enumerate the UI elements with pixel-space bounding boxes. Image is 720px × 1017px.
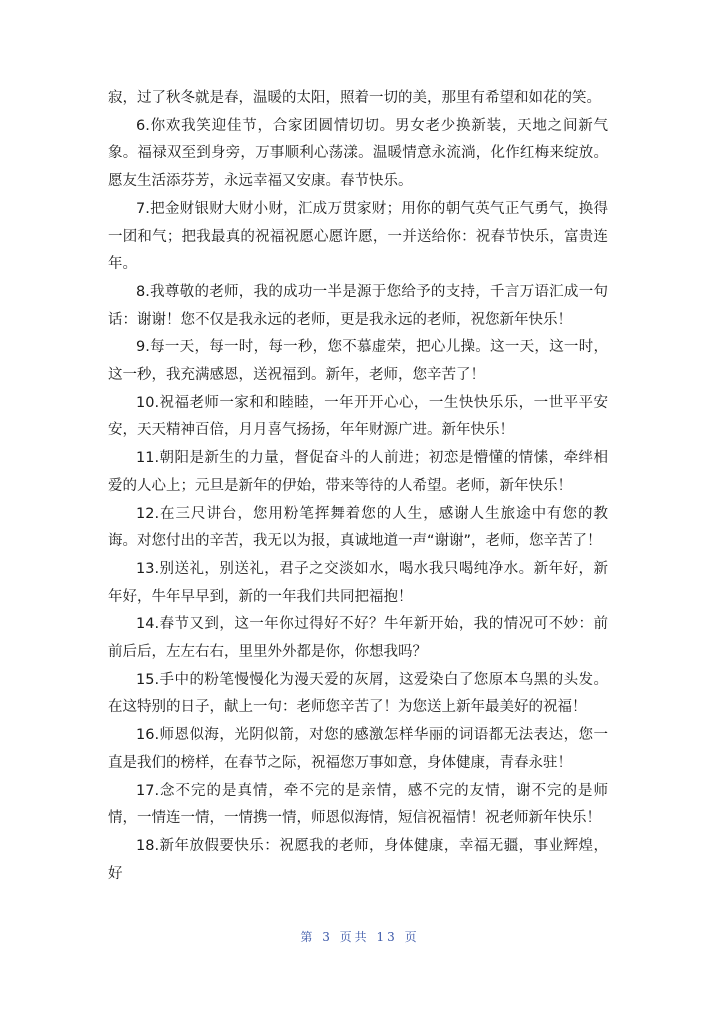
paragraph-item-6: 6.你欢我笑迎佳节，合家团圆情切切。男女老少换新装，天地之间新气象。福禄双至到身旁，万事顺利心荡漾。温暖情意永流淌，化作红梅来绽放。愿友生活添芬芳，永远幸福又安康。春节快乐。 <box>108 117 608 190</box>
paragraph-item-12: 12.在三尺讲台，您用粉笔挥舞着您的人生，感谢人生旅途中有您的教诲。对您付出的辛苦，我无以为报，真诚地道一声“谢谢”，老师，您辛苦了！ <box>108 505 608 550</box>
paragraph-item-10: 10.祝福老师一家和和睦睦，一年开开心心，一生快快乐乐，一世平平安安，天天精神百倍，月月喜气扬扬，年年财源广进。新年快乐！ <box>108 394 608 439</box>
paragraph-item-14: 14.春节又到，这一年你过得好不好？牛年新开始，我的情况可不妙：前前后后，左左右右，里里外外都是你，你想我吗？ <box>108 616 608 661</box>
paragraph-item-18: 18.新年放假要快乐：祝愿我的老师，身体健康，幸福无疆，事业辉煌，好 <box>108 837 608 882</box>
paragraph-item-15: 15.手中的粉笔慢慢化为漫天爱的灰屑，这爱染白了您原本乌黑的头发。在这特别的日子，献上一句：老师您辛苦了！为您送上新年最美好的祝福！ <box>108 671 608 716</box>
page-number-footer: 第 3 页共 13 页 <box>300 930 420 944</box>
paragraph-continuation: 寂，过了秋冬就是春，温暖的太阳，照着一切的美，那里有希望和如花的笑。 <box>108 90 601 106</box>
paragraph-item-17: 17.念不完的是真情，牵不完的是亲情，感不完的友情，谢不完的是师情，一情连一情，一情携一情，师恩似海情，短信祝福情！祝老师新年快乐！ <box>108 782 608 827</box>
paragraph-item-16: 16.师恩似海，光阴似箭，对您的感激怎样华丽的词语都无法表达，您一直是我们的榜样，在春节之际，祝福您万事如意，身体健康，青春永驻！ <box>108 727 608 771</box>
paragraph-item-11: 11.朝阳是新生的力量，督促奋斗的人前进；初恋是懵懂的情愫，牵绊相爱的人心上；元旦是新年的伊始，带来等待的人希望。老师，新年快乐！ <box>108 450 608 494</box>
paragraph-item-9: 9.每一天，每一时，每一秒，您不慕虚荣，把心儿操。这一天，这一时，这一秒，我充满感恩，送祝福到。新年，老师，您辛苦了！ <box>108 339 608 384</box>
paragraph-item-13: 13.别送礼，别送礼，君子之交淡如水，喝水我只喝纯净水。新年好，新年好，牛年早早到，新的一年我们共同把福抱！ <box>108 560 608 605</box>
document-body <box>108 85 608 888</box>
paragraph-item-7: 7.把金财银财大财小财，汇成万贯家财；用你的朝气英气正气勇气，换得一团和气；把我最真的祝福祝愿心愿许愿，一并送给你：祝春节快乐，富贵连年。 <box>108 200 608 273</box>
paragraph-item-8: 8.我尊敬的老师，我的成功一半是源于您给予的支持，千言万语汇成一句话：谢谢！您不仅是我永远的老师，更是我永远的老师，祝您新年快乐！ <box>108 283 608 328</box>
